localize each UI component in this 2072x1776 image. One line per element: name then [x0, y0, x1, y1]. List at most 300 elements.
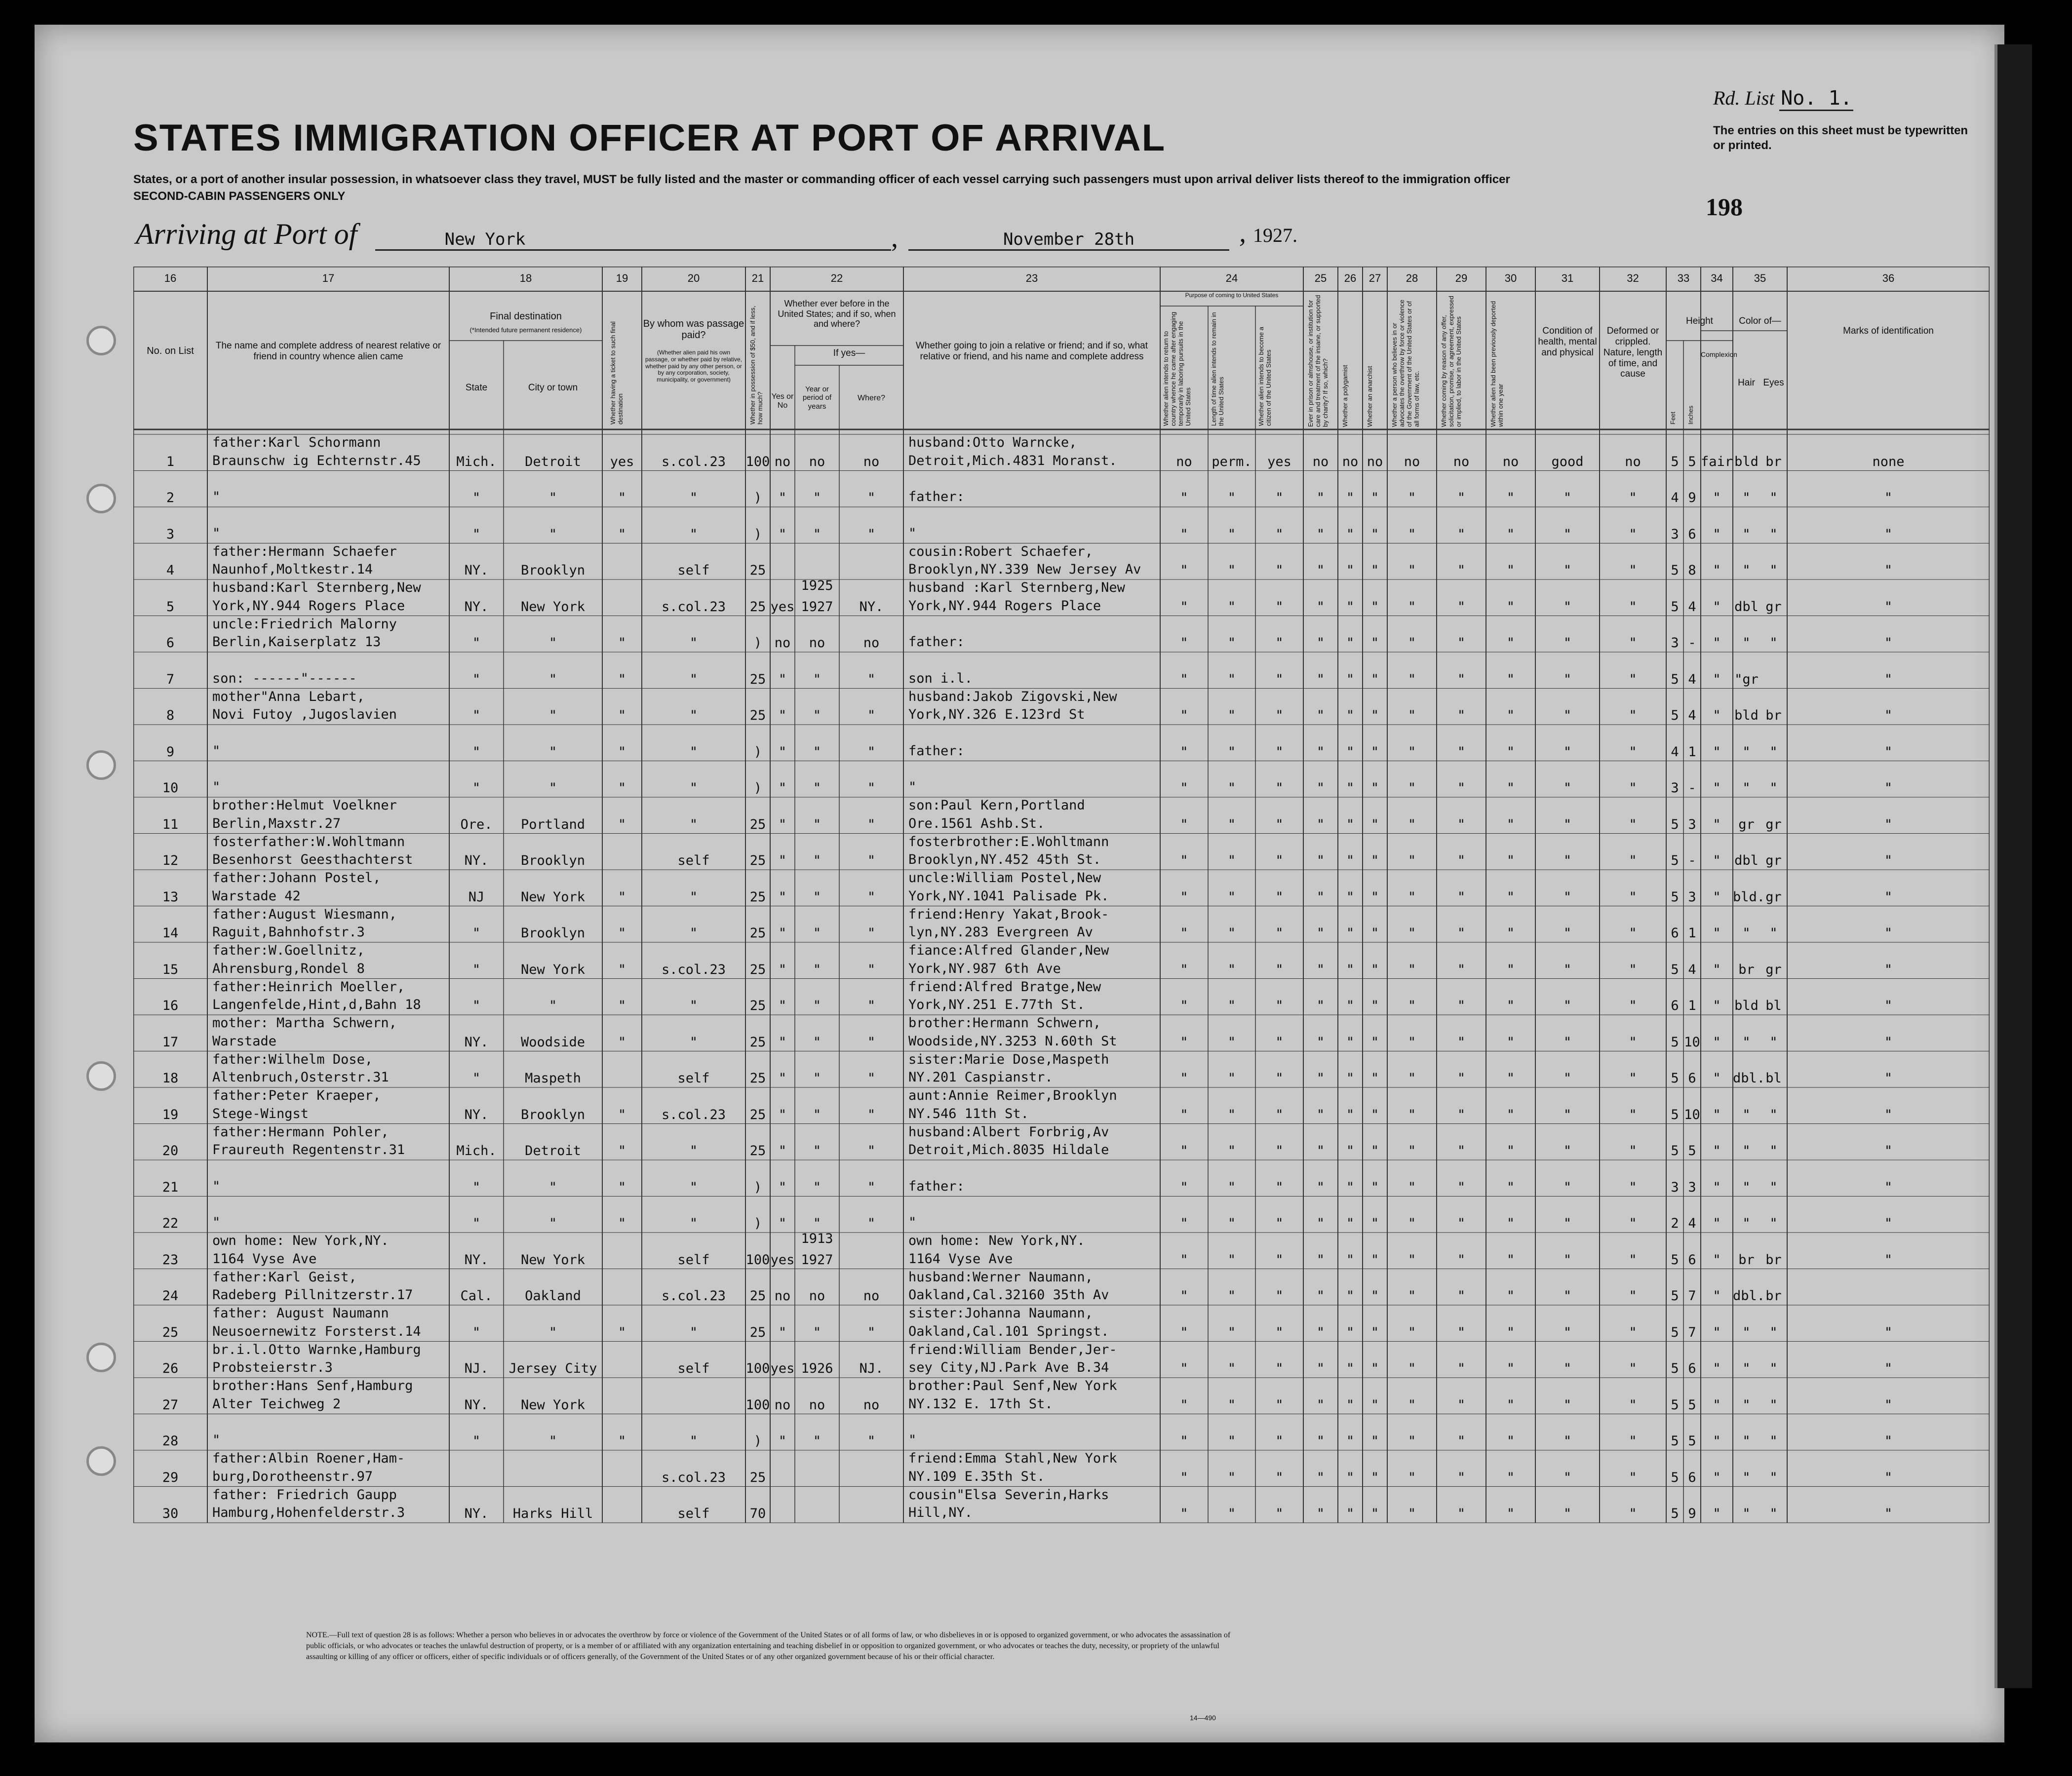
prison-value: " [1316, 962, 1325, 977]
before-year: no [809, 635, 825, 651]
identification-marks: " [1884, 744, 1893, 760]
purpose-length: " [1227, 1469, 1236, 1485]
header-height: Height [1686, 316, 1713, 326]
joining-relative-address: " [908, 1215, 917, 1231]
purpose-length: " [1227, 1506, 1236, 1522]
eye-color: gr [1765, 889, 1782, 905]
before-year: " [813, 926, 821, 941]
header-if-yes: If yes— [833, 348, 865, 358]
hair-color: dbl [1734, 599, 1759, 615]
destination-state: " [472, 635, 481, 651]
before-where: " [867, 1324, 876, 1340]
prison-value: " [1316, 1216, 1325, 1232]
column-number: 18 [519, 272, 532, 284]
height-feet: 4 [1671, 744, 1679, 760]
q30-value: " [1506, 780, 1515, 796]
anarchist-value: " [1370, 998, 1379, 1014]
before-year: " [813, 708, 821, 724]
before-where: " [867, 1433, 876, 1449]
header-final-destination-note: (*Intended future permanent residence) [469, 326, 582, 334]
before-yes-no: " [778, 1324, 787, 1340]
anarchist-value: " [1370, 1143, 1379, 1159]
height-inches: 5 [1688, 1397, 1696, 1413]
q30-value: " [1506, 490, 1515, 506]
polygamist-value: " [1346, 1433, 1355, 1449]
before-yes-no: no [774, 635, 791, 651]
identification-marks: " [1884, 816, 1893, 832]
anarchist-value: " [1370, 1361, 1379, 1377]
hair-color: " [1742, 490, 1751, 506]
hair-color: " [1742, 1179, 1751, 1195]
before-where: NY. [859, 599, 884, 615]
q30-value: " [1506, 1107, 1515, 1122]
before-year: " [813, 1143, 821, 1159]
nearest-relative-address: Probsteierstr.3 [212, 1360, 333, 1376]
purpose-length: " [1227, 1252, 1236, 1268]
health-value: good [1551, 454, 1584, 469]
destination-city: Oakland [525, 1288, 581, 1304]
passage-paid-by: s.col.23 [661, 599, 726, 615]
q28-value: " [1407, 599, 1416, 615]
row-number: 21 [162, 1179, 179, 1195]
q30-value: " [1506, 744, 1515, 760]
purpose-return: " [1180, 1288, 1188, 1304]
purpose-return: " [1180, 1107, 1188, 1122]
before-yes-no: " [778, 926, 787, 941]
purpose-return: " [1180, 599, 1188, 615]
height-feet: 5 [1671, 962, 1679, 977]
height-feet: 3 [1671, 1179, 1679, 1195]
money-value: 25 [749, 1143, 766, 1159]
q30-value: " [1506, 1288, 1515, 1304]
height-feet: 5 [1671, 599, 1679, 615]
deformed-value: " [1629, 671, 1637, 687]
destination-city: Harks Hill [512, 1506, 593, 1522]
joining-relative-name: friend:Alfred Bratge,New [908, 979, 1101, 995]
column-number: 31 [1561, 272, 1574, 284]
purpose-return: " [1180, 1071, 1188, 1086]
polygamist-value: " [1346, 1216, 1355, 1232]
ticket-value: " [618, 490, 626, 506]
polygamist-value: " [1346, 1252, 1355, 1268]
complexion-value: " [1713, 1397, 1721, 1413]
nearest-relative-address: 1164 Vyse Ave [212, 1251, 317, 1267]
nearest-relative-address: " [212, 489, 221, 505]
purpose-length: " [1227, 599, 1236, 615]
prison-value: " [1316, 1469, 1325, 1485]
nearest-relative-name: mother: Martha Schwern, [212, 1015, 397, 1031]
nearest-relative-address: " [212, 743, 221, 759]
deformed-value: " [1629, 1143, 1637, 1159]
destination-state: " [472, 780, 481, 796]
column-number: 24 [1225, 272, 1238, 284]
health-value: " [1563, 1433, 1572, 1449]
before-where: " [867, 926, 876, 941]
health-value: " [1563, 889, 1572, 905]
passage-paid-by: s.col.23 [661, 1469, 726, 1485]
nearest-relative-name: father:W.Goellnitz, [212, 943, 365, 958]
row-number: 16 [162, 998, 179, 1014]
anarchist-value: " [1370, 1469, 1379, 1485]
page-number: 198 [1706, 193, 1743, 221]
height-inches: 6 [1688, 1361, 1696, 1377]
height-inches: 8 [1688, 563, 1696, 579]
hair-color: bld [1734, 998, 1759, 1014]
purpose-return: " [1180, 889, 1188, 905]
header-q30: Whether alien had been previously deported within one year [1489, 301, 1504, 427]
q29-value: " [1457, 962, 1466, 977]
before-year: " [813, 671, 821, 687]
polygamist-value: " [1346, 780, 1355, 796]
money-value: 100 [745, 1397, 770, 1413]
purpose-citizen: yes [1267, 454, 1291, 469]
anarchist-value: " [1370, 1252, 1379, 1268]
prison-value: " [1316, 1034, 1325, 1050]
hair-color: bld [1734, 454, 1759, 469]
purpose-length: " [1227, 1397, 1236, 1413]
money-value: 25 [749, 853, 766, 869]
before-yes-no: " [778, 708, 787, 724]
destination-city: Brooklyn [520, 926, 586, 941]
deformed-value: " [1629, 998, 1637, 1014]
destination-state: NJ [468, 889, 485, 905]
passage-paid-by: self [677, 1361, 710, 1377]
deformed-value: " [1629, 1071, 1637, 1086]
health-value: " [1563, 635, 1572, 651]
nearest-relative-address: Berlin,Maxstr.27 [212, 815, 341, 831]
hair-color: " [1742, 1397, 1751, 1413]
passage-paid-by: s.col.23 [661, 1288, 726, 1304]
q30-value: " [1506, 1216, 1515, 1232]
instruction-text: States, or a port of another insular possession, in whatsoever class they travel, MUST be fully listed and the master or commanding officer of each vessel carrying such passengers must upon arrival deliver lists thereof to the immigration officer SECOND-CABIN PASSENGERS ONLY [133, 173, 1510, 203]
before-where: " [867, 998, 876, 1014]
height-inches: 4 [1688, 671, 1696, 687]
health-value: " [1563, 780, 1572, 796]
binder-hole [86, 484, 116, 513]
q28-value: " [1407, 998, 1416, 1014]
complexion-value: " [1713, 599, 1721, 615]
health-value: " [1563, 490, 1572, 506]
purpose-citizen: " [1275, 490, 1284, 506]
before-yes-no: " [778, 1107, 787, 1122]
purpose-length: " [1227, 1179, 1236, 1195]
hair-color: " [1742, 526, 1751, 542]
joining-relative-address: NY.201 Caspianstr. [908, 1070, 1053, 1085]
height-inches: 7 [1688, 1288, 1696, 1304]
polygamist-value: " [1346, 1397, 1355, 1413]
q29-value: " [1457, 1071, 1466, 1086]
before-year: 1927 [801, 599, 833, 615]
height-inches: 7 [1688, 1324, 1696, 1340]
polygamist-value: " [1346, 1071, 1355, 1086]
q28-value: " [1407, 889, 1416, 905]
height-inches: 9 [1688, 1506, 1696, 1522]
passage-paid-by: " [689, 1324, 698, 1340]
money-value: 25 [749, 816, 766, 832]
health-value: " [1563, 1034, 1572, 1050]
before-yes-no: " [778, 1216, 787, 1232]
ticket-value: " [618, 1179, 626, 1195]
purpose-citizen: " [1275, 1252, 1284, 1268]
header-final-destination: Final destination [490, 311, 562, 322]
health-value: " [1563, 599, 1572, 615]
prison-value: " [1316, 998, 1325, 1014]
money-value: ) [753, 744, 762, 760]
row-number: 4 [166, 563, 175, 579]
before-yes-no: " [778, 1143, 787, 1159]
row-number: 6 [166, 635, 175, 651]
anarchist-value: " [1370, 744, 1379, 760]
row-number: 23 [162, 1252, 179, 1268]
prison-value: " [1316, 599, 1325, 615]
complexion-value: " [1713, 1288, 1721, 1304]
q28-value: " [1407, 1433, 1416, 1449]
identification-marks: " [1884, 1324, 1893, 1340]
ticket-value: yes [610, 454, 634, 469]
purpose-length: " [1227, 816, 1236, 832]
deformed-value: " [1629, 490, 1637, 506]
eye-color: " [1769, 1143, 1778, 1159]
money-value: ) [753, 526, 762, 542]
q28-value: " [1407, 1034, 1416, 1050]
purpose-citizen: " [1275, 1361, 1284, 1377]
before-year: " [813, 998, 821, 1014]
identification-marks: " [1884, 1216, 1893, 1232]
purpose-return: " [1180, 1252, 1188, 1268]
purpose-return: " [1180, 1469, 1188, 1485]
purpose-length: " [1227, 1216, 1236, 1232]
before-where: no [863, 1288, 880, 1304]
height-inches: 5 [1688, 454, 1696, 469]
q28-value: " [1407, 671, 1416, 687]
header-ticket: Whether having a ticket to such final destination [609, 321, 624, 425]
passage-paid-by: " [689, 1034, 698, 1050]
q30-value: no [1502, 454, 1519, 469]
money-value: 70 [749, 1506, 766, 1522]
prison-value: " [1316, 816, 1325, 832]
ticket-value: " [618, 816, 626, 832]
prison-value: " [1316, 1179, 1325, 1195]
eye-color: gr [1765, 599, 1782, 615]
joining-relative-address: Woodside,NY.3253 N.60th St [908, 1033, 1117, 1049]
joining-relative-address: Detroit,Mich.4831 Moranst. [908, 453, 1117, 468]
height-feet: 5 [1671, 1252, 1679, 1268]
polygamist-value: " [1346, 1324, 1355, 1340]
health-value: " [1563, 1361, 1572, 1377]
deformed-value: " [1629, 1034, 1637, 1050]
ticket-value: " [618, 962, 626, 977]
purpose-return: " [1180, 1433, 1188, 1449]
column-number: 36 [1882, 272, 1895, 284]
before-yes-no: yes [770, 1252, 795, 1268]
polygamist-value: " [1346, 962, 1355, 977]
complexion-value: " [1713, 563, 1721, 579]
header-before-us: Whether ever before in the United States; and if so, when and where? [778, 299, 896, 329]
ticket-value: " [618, 671, 626, 687]
purpose-return: " [1180, 671, 1188, 687]
destination-city: " [548, 1216, 557, 1232]
joining-relative-address: NY.109 E.35th St. [908, 1468, 1045, 1484]
destination-city: Portland [520, 816, 586, 832]
joining-relative-name: husband:Albert Forbrig,Av [908, 1124, 1109, 1140]
hair-color: " [1742, 926, 1751, 941]
health-value: " [1563, 998, 1572, 1014]
identification-marks: " [1884, 635, 1893, 651]
height-inches: 5 [1688, 1433, 1696, 1449]
complexion-value: " [1713, 816, 1721, 832]
passage-paid-by: self [677, 563, 710, 579]
purpose-citizen: " [1275, 780, 1284, 796]
deformed-value: " [1629, 708, 1637, 724]
q29-value: " [1457, 1506, 1466, 1522]
complexion-value: " [1713, 1179, 1721, 1195]
nearest-relative-address: Radeberg Pillnitzerstr.17 [212, 1287, 413, 1303]
height-feet: 6 [1671, 926, 1679, 941]
q30-value: " [1506, 1324, 1515, 1340]
joining-relative-address: father: [908, 743, 965, 759]
nearest-relative-address: Warstade 42 [212, 888, 301, 904]
purpose-length: " [1227, 1107, 1236, 1122]
passage-paid-by: " [689, 708, 698, 724]
before-year: " [813, 816, 821, 832]
q29-value: " [1457, 1433, 1466, 1449]
binder-hole [86, 750, 116, 780]
money-value: 25 [749, 599, 766, 615]
joining-relative-name: friend:Emma Stahl,New York [908, 1451, 1117, 1466]
identification-marks: " [1884, 490, 1893, 506]
destination-state: NY. [464, 1397, 489, 1413]
before-where: " [867, 1143, 876, 1159]
destination-city: Brooklyn [520, 563, 586, 579]
purpose-return: " [1180, 490, 1188, 506]
joining-relative-address: " [908, 779, 917, 795]
health-value: " [1563, 926, 1572, 941]
binder-hole [86, 326, 116, 355]
purpose-citizen: " [1275, 635, 1284, 651]
header-yes-no: Yes or No [771, 392, 794, 410]
joining-relative-address: York,NY.326 E.123rd St [908, 707, 1085, 723]
column-number: 28 [1406, 272, 1418, 284]
nearest-relative-name: father:August Wiesmann, [212, 906, 397, 922]
identification-marks: " [1884, 1469, 1893, 1485]
identification-marks: " [1884, 1433, 1893, 1449]
q28-value: " [1407, 962, 1416, 977]
header-marks: Marks of identification [1843, 326, 1934, 336]
port-field: New York [375, 230, 891, 251]
purpose-citizen: " [1275, 998, 1284, 1014]
purpose-return: " [1180, 708, 1188, 724]
row-number: 9 [166, 744, 175, 760]
before-where: no [863, 454, 880, 469]
destination-city: " [548, 1324, 557, 1340]
deformed-value: " [1629, 780, 1637, 796]
eye-color: " [1769, 1361, 1778, 1377]
height-inches: 6 [1688, 1469, 1696, 1485]
joining-relative-name: friend:Henry Yakat,Brook- [908, 906, 1109, 922]
hair-color: bld. [1733, 889, 1765, 905]
height-feet: 3 [1671, 526, 1679, 542]
nearest-relative-name: father:Wilhelm Dose, [212, 1051, 373, 1067]
q28-value: " [1407, 816, 1416, 832]
q30-value: " [1506, 563, 1515, 579]
anarchist-value: " [1370, 1216, 1379, 1232]
ticket-value: " [618, 780, 626, 796]
row-number: 18 [162, 1071, 179, 1086]
binder-hole [86, 1446, 116, 1476]
q30-value: " [1506, 889, 1515, 905]
nearest-relative-name: brother:Hans Senf,Hamburg [212, 1378, 413, 1393]
joining-relative-address: 1164 Vyse Ave [908, 1251, 1013, 1267]
purpose-return: " [1180, 744, 1188, 760]
nearest-relative-address: Novi Futoy ,Jugoslavien [212, 707, 397, 723]
before-year: 1927 [801, 1252, 833, 1268]
header-purpose-length: Length of time alien intends to remain in the United States [1210, 312, 1225, 426]
identification-marks: none [1872, 454, 1905, 469]
purpose-return: " [1180, 816, 1188, 832]
deformed-value: " [1629, 635, 1637, 651]
q29-value: no [1453, 454, 1470, 469]
passage-paid-by: " [689, 526, 698, 542]
before-year-start: 1913 [801, 1231, 833, 1246]
ticket-value: " [618, 926, 626, 941]
polygamist-value: " [1346, 1034, 1355, 1050]
joining-relative-name: husband:Werner Naumann, [908, 1269, 1093, 1285]
hair-color: "gr [1734, 671, 1759, 687]
q29-value: " [1457, 1179, 1466, 1195]
q30-value: " [1506, 1071, 1515, 1086]
before-year-start: 1925 [801, 578, 833, 593]
before-where: " [867, 889, 876, 905]
nearest-relative-address: Warstade [212, 1033, 277, 1049]
polygamist-value: " [1346, 1143, 1355, 1159]
complexion-value: " [1713, 998, 1721, 1014]
identification-marks: " [1884, 926, 1893, 941]
before-yes-no: " [778, 671, 787, 687]
height-feet: 5 [1671, 1397, 1679, 1413]
nearest-relative-address: Fraureuth Regentenstr.31 [212, 1142, 405, 1158]
joining-relative-name: brother:Paul Senf,New York [908, 1378, 1117, 1393]
anarchist-value: " [1370, 780, 1379, 796]
deformed-value: " [1629, 1107, 1637, 1122]
joining-relative-name: sister:Marie Dose,Maspeth [908, 1051, 1109, 1067]
joining-relative-name: husband:Otto Warncke, [908, 435, 1077, 450]
height-inches: 3 [1688, 889, 1696, 905]
row-number: 7 [166, 671, 175, 687]
binder-hole [86, 1061, 116, 1091]
prison-value: " [1316, 1071, 1325, 1086]
health-value: " [1563, 1252, 1572, 1268]
joining-relative-address: NY.546 11th St. [908, 1106, 1029, 1121]
passage-paid-by: s.col.23 [661, 1107, 726, 1122]
nearest-relative-name: mother"Anna Lebart, [212, 689, 365, 704]
arrival-date-field: November 28th [908, 230, 1229, 251]
passage-paid-by: " [689, 780, 698, 796]
purpose-length: " [1227, 1143, 1236, 1159]
column-number: 16 [164, 272, 177, 284]
separator: , [891, 223, 898, 253]
row-number: 1 [166, 454, 175, 469]
height-inches: 3 [1688, 1179, 1696, 1195]
identification-marks: " [1884, 708, 1893, 724]
identification-marks: " [1884, 1034, 1893, 1050]
q30-value: " [1506, 1397, 1515, 1413]
purpose-return: " [1180, 563, 1188, 579]
before-yes-no: " [778, 526, 787, 542]
polygamist-value: " [1346, 599, 1355, 615]
height-feet: 5 [1671, 1506, 1679, 1522]
polygamist-value: " [1346, 1506, 1355, 1522]
arriving-label: Arriving at Port of [136, 218, 357, 250]
